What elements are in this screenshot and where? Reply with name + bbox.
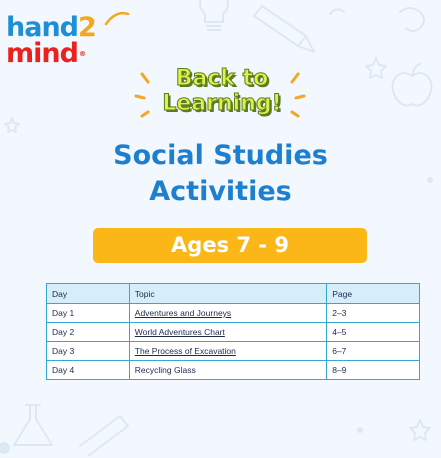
table-row xyxy=(47,304,420,323)
cell-day: Day 4 xyxy=(47,361,130,380)
table-row xyxy=(47,342,420,361)
cell-topic xyxy=(129,361,326,380)
cell-page: 2–3 xyxy=(327,304,420,323)
lightbulb-icon xyxy=(200,0,228,30)
ruler-icon xyxy=(80,416,128,456)
cell-day: Day 2 xyxy=(47,323,130,342)
activities-table xyxy=(46,283,420,380)
star-icon xyxy=(366,58,386,78)
topic-link[interactable]: Adventures and Journeys xyxy=(134,308,232,318)
cell-topic[interactable] xyxy=(129,323,326,342)
star-icon xyxy=(5,118,19,132)
back-to-learning-banner xyxy=(130,66,310,130)
logo-digit-text: 2 xyxy=(78,12,96,43)
table-row xyxy=(47,361,420,380)
trademark-symbol: ® xyxy=(78,50,85,58)
topic-link[interactable]: The Process of Excavation xyxy=(134,346,236,356)
pencil-icon xyxy=(254,6,314,52)
title-line-2: Activities xyxy=(149,176,292,207)
cell-page: 6–7 xyxy=(327,342,420,361)
cell-topic[interactable] xyxy=(129,304,326,323)
column-header-page: Page xyxy=(327,284,420,304)
cell-page: 8–9 xyxy=(327,361,420,380)
star-icon xyxy=(410,420,430,440)
column-header-day: Day xyxy=(47,284,130,304)
flask-icon xyxy=(14,405,52,445)
logo-swoosh-icon xyxy=(102,10,130,30)
banner-line-1: Back to xyxy=(175,66,269,91)
cell-page: 4–5 xyxy=(327,323,420,342)
banner-line-2: Learning! xyxy=(162,91,282,116)
spiral-icon xyxy=(330,8,424,31)
apple-icon xyxy=(393,64,432,106)
page-title xyxy=(0,138,441,210)
table-header-row xyxy=(47,284,420,304)
topic-text: Recycling Glass xyxy=(134,365,196,375)
column-header-topic: Topic xyxy=(129,284,326,304)
cell-day: Day 1 xyxy=(47,304,130,323)
cell-day: Day 3 xyxy=(47,342,130,361)
brand-logo xyxy=(6,12,138,69)
logo-mind-text: mind xyxy=(6,38,78,69)
cell-topic[interactable] xyxy=(129,342,326,361)
topic-link[interactable]: World Adventures Chart xyxy=(134,327,225,337)
table-row xyxy=(47,323,420,342)
ages-badge: Ages 7 - 9 xyxy=(93,228,367,263)
title-line-1: Social Studies xyxy=(113,140,328,171)
logo-hand-text: hand xyxy=(6,12,78,43)
